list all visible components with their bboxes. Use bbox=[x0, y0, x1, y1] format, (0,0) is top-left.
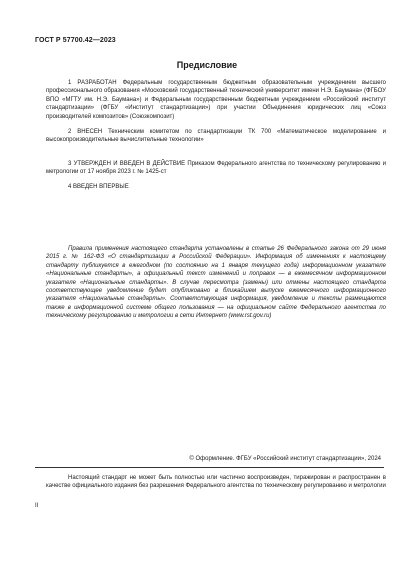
page-number: II bbox=[35, 503, 39, 509]
divider bbox=[35, 467, 384, 468]
copyright-line: © Оформление. ФГБУ «Российский институт стандартизации», 2024 bbox=[189, 456, 381, 462]
paragraph-introduced: 4 ВВЕДЕН ВПЕРВЫЕ bbox=[68, 184, 129, 190]
paragraph-approved: 3 УТВЕРЖДЕН И ВВЕДЕН В ДЕЙСТВИЕ Приказом Федерального агентства по техническому регулированию и метрологии от 17 ноября 2023 г. № 1425-ст bbox=[46, 161, 386, 176]
application-rules-note: Правила применения настоящего стандарта установлены в статье 26 Федерального закона от 29 июня 2015 г. № 162-ФЗ «О стандартизации в Российской Федерации». Информация об изменениях к настоящему стандарту публикуется в ежегодном (по состоянию на 1 января текущего года) информационном указателе «Национальные стандарты», а официальный текст изменений и поправок — в ежемесячном информационном указателе «Национальные стандарты». В случае пересмотра (замены) или отмены настоящего стандарта соответствующее уведомление будет опубликовано в ближайшем выпуске ежемесячного информационного указателя «Национальные стандарты». Соответствующая информация, уведомление и тексты размещаются также в информационной системе общего пользования — на официальном сайте Федерального агентства по техническому регулированию и метрологии в сети Интернет (www.rst.gov.ru) bbox=[46, 246, 386, 320]
page-title: Предисловие bbox=[176, 60, 238, 70]
paragraph-submitted-by: 2 ВНЕСЕН Техническим комитетом по стандартизации ТК 700 «Математическое моделирование и высокопроизводительные вычислительные технологии» bbox=[46, 129, 386, 144]
paragraph-developed-by: 1 РАЗРАБОТАН Федеральным государственным бюджетным образовательным учреждением высшего профессионального образования «Московский государственный технический университет имени Н.Э. Баумана» (ФГБОУ ВПО «МГТУ им. Н.Э. Баумана») и Федеральным государственным бюджетным учреждением «Российский институт стандартизации» (ФГБУ «Институт стандартизации») при участии Объединения юридических лиц «Союз производителей композитов» (Союзкомпозит) bbox=[46, 80, 386, 120]
reproduction-notice: Настоящий стандарт не может быть полностью или частично воспроизведен, тиражирован и распространен в качестве официального издания без разрешения Федерального агентства по техническому регулированию и метрологии bbox=[46, 475, 386, 490]
document-code: ГОСТ Р 57700.42—2023 bbox=[35, 37, 116, 44]
